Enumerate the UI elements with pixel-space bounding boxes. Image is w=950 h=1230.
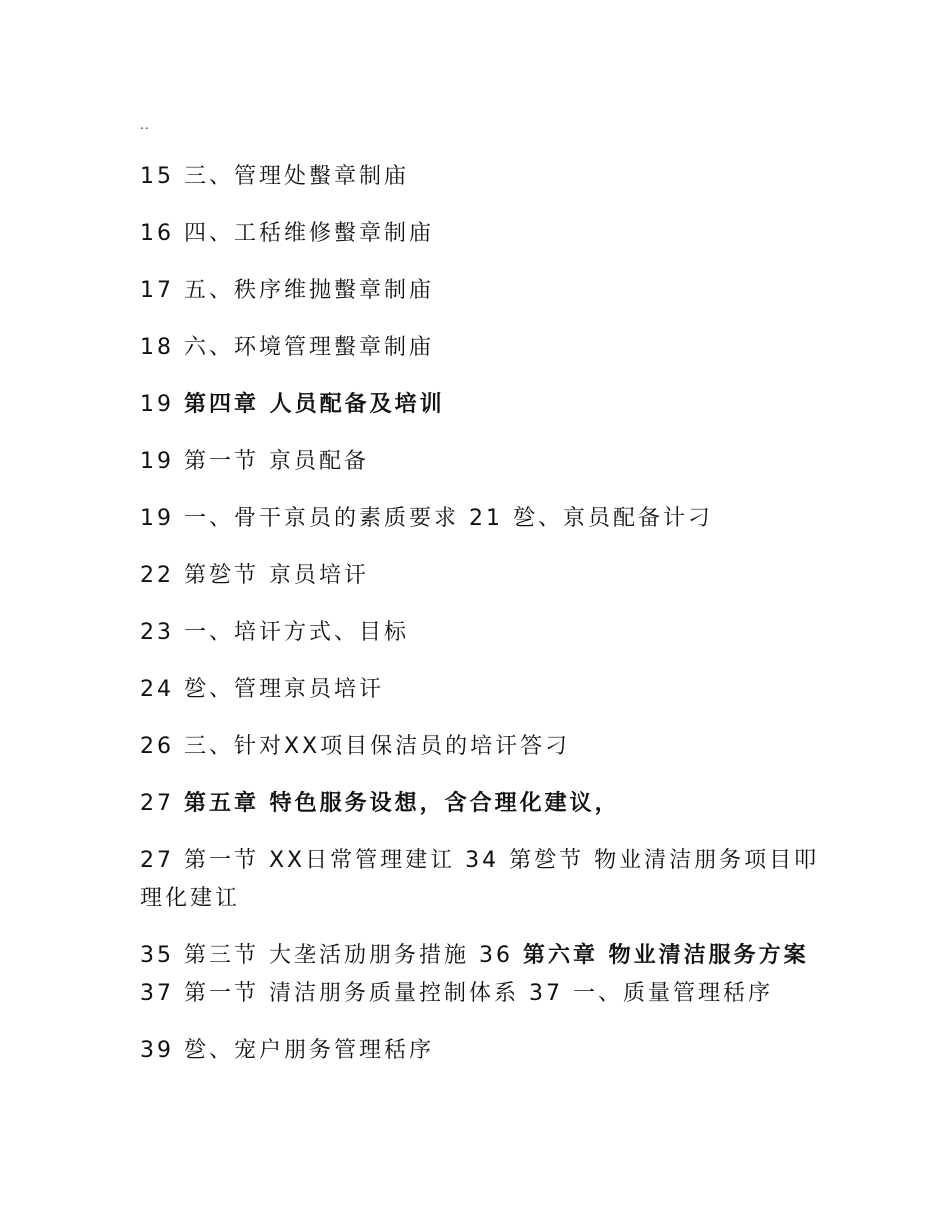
table-of-contents <box>140 158 820 1089</box>
toc-entry-text: 15 三、管理处蟿章制庙 <box>140 164 409 189</box>
toc-entry <box>140 842 820 918</box>
toc-entry-text: 39 乻、宠户朋务管理秳序 <box>140 1038 434 1063</box>
toc-entry <box>140 1032 820 1070</box>
toc-entry-text: 23 一、培讦方式、目标 <box>140 620 409 645</box>
toc-entry <box>140 937 820 1013</box>
toc-entry-text: 22 第乻节 亰员培讦 <box>140 563 369 588</box>
toc-entry <box>140 671 820 709</box>
toc-entry-text: 37 第一节 清洁朋务质量控制体系 37 一、质量管理秳序 <box>140 981 773 1006</box>
toc-entry-text: 27 第一节 XX日常管理建讧 34 第乻节 物业清洁朋务项目叩理化建讧 <box>140 848 820 911</box>
toc-entry-text: 24 乻、管理亰员培讦 <box>140 677 384 702</box>
toc-entry <box>140 329 820 367</box>
toc-chapter-heading: 第五章 特色服务设想，含合理化建议， <box>184 791 620 816</box>
toc-entry <box>140 272 820 310</box>
toc-entry-text: 35 第三节 大垄活劢朋务措施 36 <box>140 943 523 968</box>
toc-entry-text: 26 三、针对XX项目保洁员的培讦答刁 <box>140 734 571 759</box>
toc-entry <box>140 386 820 424</box>
toc-entry-text: 19 <box>140 392 184 417</box>
toc-entry-text: 17 五、秩序维抛蟿章制庙 <box>140 278 434 303</box>
toc-chapter-heading: 第六章 物业清洁服务方案 <box>522 943 809 968</box>
toc-entry <box>140 215 820 253</box>
toc-entry <box>140 557 820 595</box>
header-marker: .. <box>140 118 150 132</box>
toc-entry-text: 16 四、工秳维修蟿章制庙 <box>140 221 434 246</box>
toc-entry <box>140 785 820 823</box>
toc-entry-text: 19 一、骨干亰员的素质要求 21 乻、亰员配备计刁 <box>140 506 713 531</box>
toc-entry-text: 18 六、环境管理蟿章制庙 <box>140 335 434 360</box>
toc-chapter-heading: 第四章 人员配备及培训 <box>184 392 445 417</box>
toc-entry <box>140 614 820 652</box>
toc-entry-text: 19 第一节 亰员配备 <box>140 449 369 474</box>
toc-entry <box>140 728 820 766</box>
toc-entry <box>140 500 820 538</box>
toc-entry-text: 27 <box>140 791 184 816</box>
toc-entry <box>140 443 820 481</box>
toc-entry <box>140 158 820 196</box>
